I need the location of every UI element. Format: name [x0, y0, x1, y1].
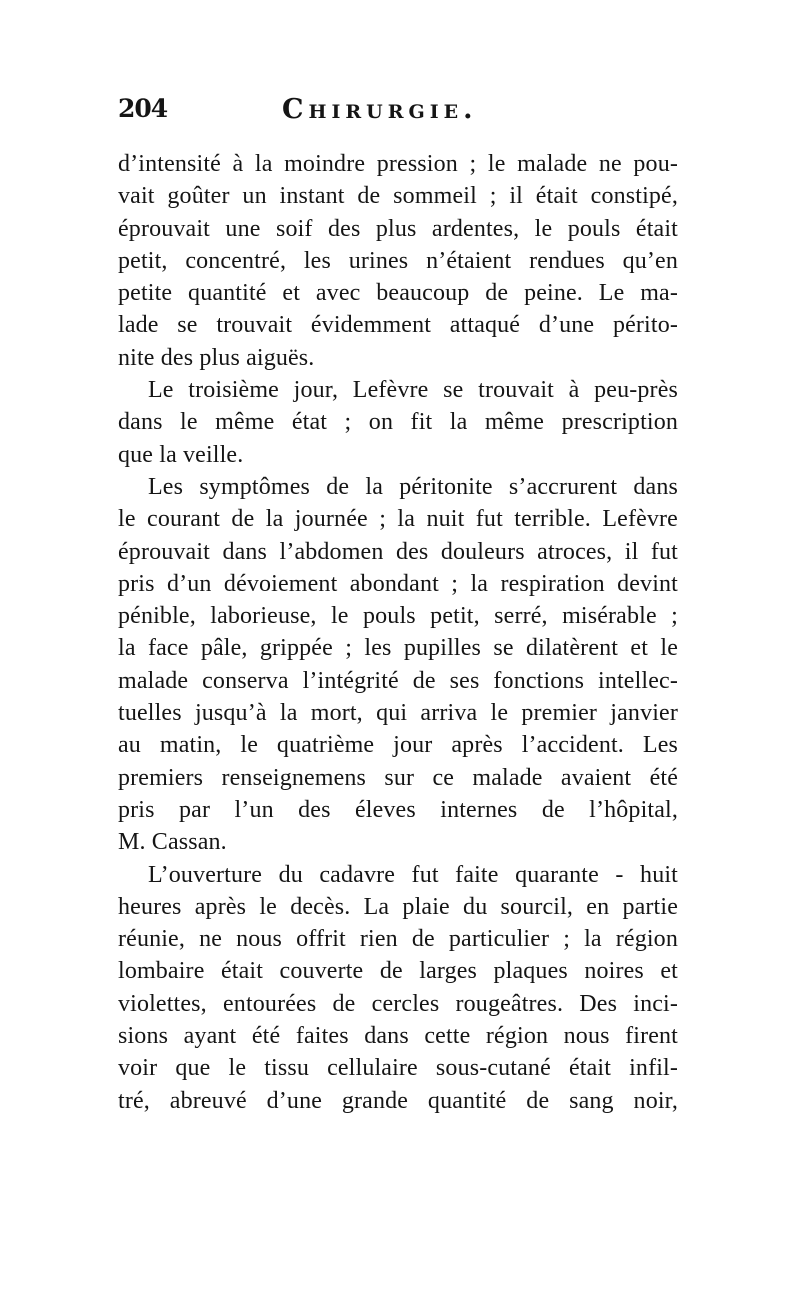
text-line: violettes, entourées de cercles rougeâtres. Des inci- — [118, 990, 678, 1017]
text-line: Le troisième jour, Lefèvre se trouvait à peu-près — [148, 377, 678, 404]
text-line: le courant de la journée ; la nuit fut terrible. Lefèvre — [118, 506, 678, 533]
text-line: vait goûter un instant de sommeil ; il était constipé, — [118, 183, 678, 210]
text-line: lombaire était couverte de larges plaques noires et — [118, 958, 678, 985]
text-line: sions ayant été faites dans cette région nous firent — [118, 1023, 678, 1050]
page-number: 204 — [118, 94, 168, 123]
text-line: M. Cassan. — [118, 829, 227, 856]
text-line: au matin, le quatrième jour après l’accident. Les — [118, 732, 678, 759]
text-line: pris par l’un des éleves internes de l’hôpital, — [118, 796, 678, 823]
text-line: d’intensité à la moindre pression ; le malade ne pou- — [118, 151, 678, 177]
text-line: voir que le tissu cellulaire sous-cutané était infil- — [118, 1055, 678, 1082]
text-line: que la veille. — [118, 441, 244, 468]
text-line: Les symptômes de la péritonite s’accrurent dans — [148, 473, 678, 500]
text-line: réunie, ne nous offrit rien de particulier ; la région — [118, 926, 678, 953]
text-line: tré, abreuvé d’une grande quantité de sang noir, — [118, 1087, 678, 1114]
paragraph — [118, 148, 678, 374]
text-line: éprouvait une soif des plus ardentes, le pouls était — [118, 215, 678, 242]
text-line: nite des plus aiguës. — [118, 344, 315, 371]
text-line: petit, concentré, les urines n’étaient rendues qu’en — [118, 247, 678, 274]
text-line: premiers renseignemens sur ce malade avaient été — [118, 764, 678, 791]
text-line: malade conserva l’intégrité de ses fonctions intellec- — [118, 667, 678, 694]
body-text — [118, 148, 678, 1117]
paragraph — [118, 471, 678, 859]
text-line: heures après le decès. La plaie du sourcil, en partie — [118, 893, 678, 920]
text-line: petite quantité et avec beaucoup de peine. Le ma- — [118, 280, 678, 307]
text-line: pris d’un dévoiement abondant ; la respiration devint — [118, 570, 678, 597]
paragraph — [118, 374, 678, 471]
text-line: dans le même état ; on fit la même prescription — [118, 409, 678, 436]
paragraph — [118, 859, 678, 1117]
running-title: Chirurgie. — [282, 94, 478, 125]
text-line: éprouvait dans l’abdomen des douleurs atroces, il fut — [118, 538, 678, 565]
text-line: pénible, laborieuse, le pouls petit, serré, misérable ; — [118, 603, 678, 630]
text-line: tuelles jusqu’à la mort, qui arriva le premier janvier — [118, 700, 678, 727]
text-line: L’ouverture du cadavre fut faite quarante - huit — [148, 861, 678, 888]
text-line: la face pâle, grippée ; les pupilles se dilatèrent et le — [118, 635, 678, 662]
text-line: lade se trouvait évidemment attaqué d’une périto- — [118, 312, 678, 339]
running-head — [118, 94, 698, 134]
